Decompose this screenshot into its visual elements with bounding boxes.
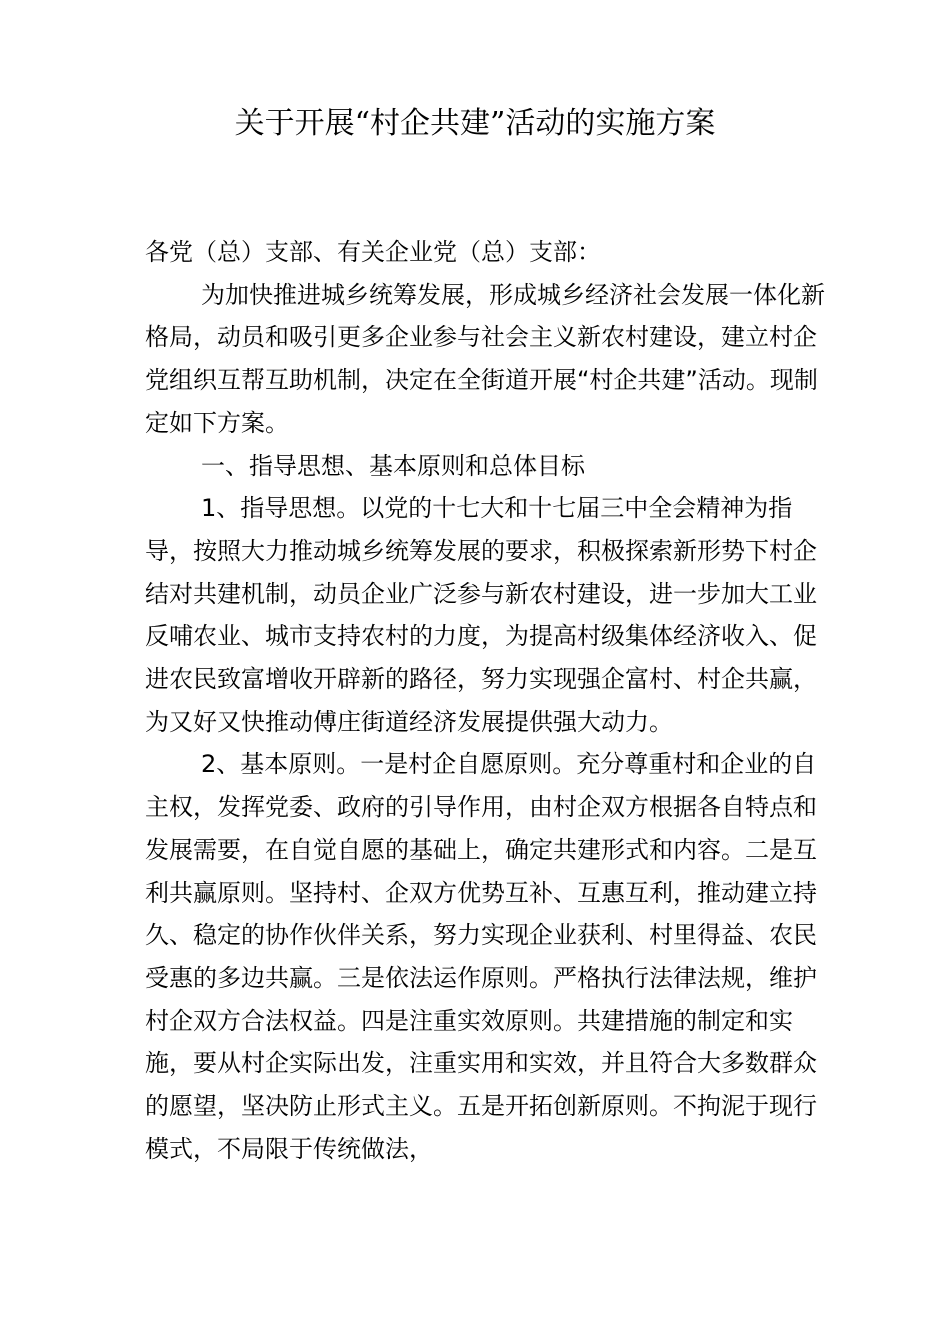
salutation: 各党（总）支部、有关企业党（总）支部： <box>145 238 601 266</box>
paragraph-basic-principles: 2、基本原则。一是村企自愿原则。充分尊重村和企业的自主权，发挥党委、政府的引导作用，由村企双方根据各自特点和发展需要，在自觉自愿的基础上，确定共建形式和内容。二是互利共赢原则。坚持村、企双方优势互补、互惠互利，推动建立持久、稳定的协作伙伴关系，努力实现企业获利、村里得益、农民受惠的多边共赢。三是依法运作原则。严格执行法律法规，维护村企双方合法权益。四是注重实效原则。共建措施的制定和实施，要从村企实际出发，注重实用和实效，并且符合大多数群众的愿望，坚决防止形式主义。五是开拓创新原则。不拘泥于现行模式，不局限于传统做法， <box>145 750 817 1163</box>
paragraph-guiding-ideology: 1、指导思想。以党的十七大和十七届三中全会精神为指导，按照大力推动城乡统筹发展的要求，积极探索新形势下村企结对共建机制，动员企业广泛参与新农村建设，进一步加大工业反哺农业、城市支持农村的力度，为提高村级集体经济收入、促进农民致富增收开辟新的路径，努力实现强企富村、村企共赢，为又好又快推动傅庄街道经济发展提供强大动力。 <box>145 494 817 736</box>
document-body <box>145 231 835 1170</box>
paragraph-intro: 为加快推进城乡统筹发展，形成城乡经济社会发展一体化新格局，动员和吸引更多企业参与社会主义新农村建设，建立村企党组织互帮互助机制，决定在全街道开展“村企共建”活动。现制定如下方案。 <box>145 280 825 437</box>
section-heading-1: 一、指导思想、基本原则和总体目标 <box>201 451 585 480</box>
document-title: 关于开展“村企共建”活动的实施方案 <box>234 106 716 141</box>
